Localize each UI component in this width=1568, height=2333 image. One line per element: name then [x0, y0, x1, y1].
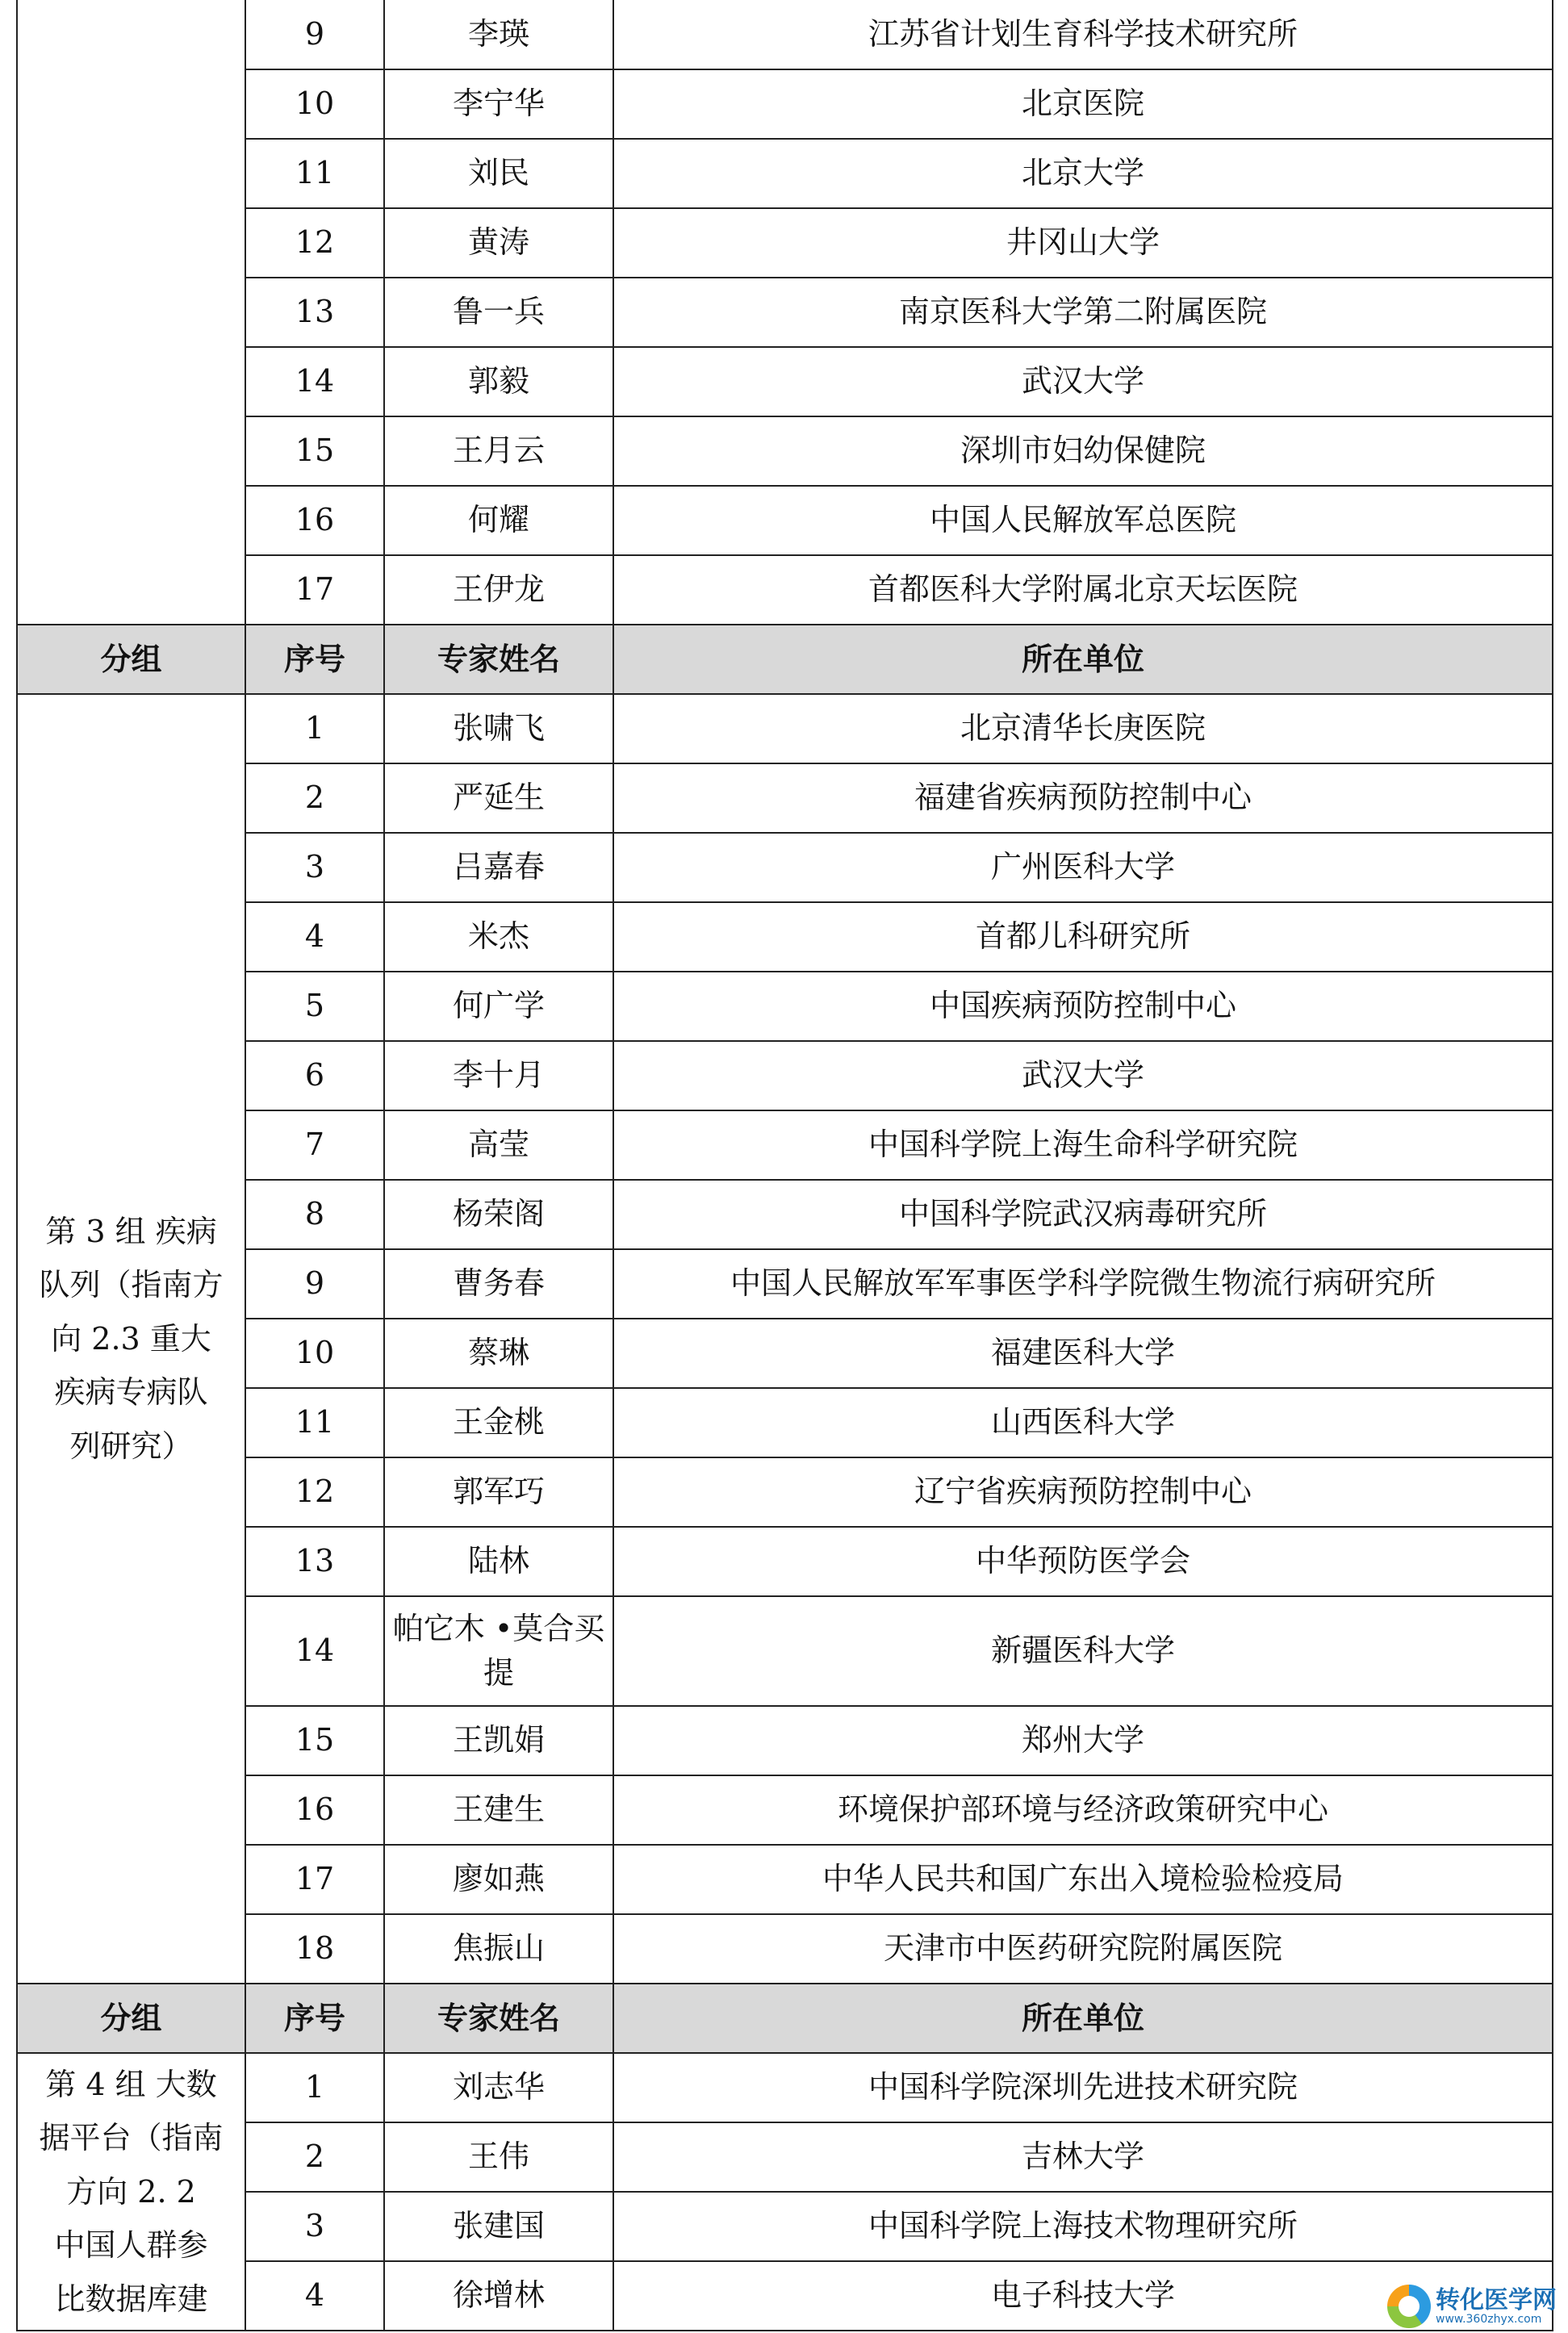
seq-cell: 8 [245, 1180, 384, 1249]
site-logo-icon [1387, 2285, 1431, 2328]
name-cell: 鲁一兵 [384, 278, 613, 347]
unit-cell: 首都医科大学附属北京天坛医院 [613, 555, 1553, 625]
seq-cell: 17 [245, 555, 384, 625]
unit-cell: 中华人民共和国广东出入境检验检疫局 [613, 1845, 1553, 1914]
unit-cell: 辽宁省疾病预防控制中心 [613, 1457, 1553, 1527]
unit-cell: 中国科学院上海生命科学研究院 [613, 1110, 1553, 1180]
name-cell: 王伟 [384, 2122, 613, 2192]
seq-cell: 1 [245, 2053, 384, 2122]
name-cell: 廖如燕 [384, 1845, 613, 1914]
name-cell: 王伊龙 [384, 555, 613, 625]
seq-cell: 9 [245, 0, 384, 69]
table-row [17, 1845, 1553, 1914]
header-name: 专家姓名 [384, 1984, 613, 2053]
table-row [17, 1041, 1553, 1110]
expert-table [16, 0, 1553, 2331]
seq-cell: 18 [245, 1914, 384, 1984]
seq-cell: 4 [245, 902, 384, 972]
table-row [17, 416, 1553, 486]
unit-cell: 福建省疾病预防控制中心 [613, 763, 1553, 833]
seq-cell: 15 [245, 416, 384, 486]
name-cell: 陆林 [384, 1527, 613, 1596]
table-row [17, 2261, 1553, 2331]
name-cell: 王凯娟 [384, 1706, 613, 1775]
table-row [17, 1527, 1553, 1596]
seq-cell: 14 [245, 347, 384, 416]
table-row [17, 69, 1553, 139]
table-row [17, 0, 1553, 69]
unit-cell: 中国疾病预防控制中心 [613, 972, 1553, 1041]
unit-cell: 江苏省计划生育科学技术研究所 [613, 0, 1553, 69]
table-row [17, 972, 1553, 1041]
unit-cell: 北京医院 [613, 69, 1553, 139]
table-row [17, 1388, 1553, 1457]
seq-cell: 1 [245, 694, 384, 763]
name-cell: 蔡琳 [384, 1319, 613, 1388]
table-row [17, 208, 1553, 278]
seq-cell: 9 [245, 1249, 384, 1319]
unit-cell: 吉林大学 [613, 2122, 1553, 2192]
table-row [17, 694, 1553, 763]
header-group: 分组 [17, 625, 245, 694]
watermark-name: 转化医学网 [1436, 2285, 1557, 2314]
name-cell: 王金桃 [384, 1388, 613, 1457]
unit-cell: 中华预防医学会 [613, 1527, 1553, 1596]
table-row [17, 1110, 1553, 1180]
name-cell: 郭军巧 [384, 1457, 613, 1527]
seq-cell: 16 [245, 486, 384, 555]
name-cell: 王建生 [384, 1775, 613, 1845]
seq-cell: 13 [245, 1527, 384, 1596]
seq-cell: 11 [245, 1388, 384, 1457]
unit-cell: 中国科学院上海技术物理研究所 [613, 2192, 1553, 2261]
name-cell: 王月云 [384, 416, 613, 486]
unit-cell: 天津市中医药研究院附属医院 [613, 1914, 1553, 1984]
unit-cell: 电子科技大学 [613, 2261, 1553, 2331]
unit-cell: 井冈山大学 [613, 208, 1553, 278]
name-cell: 徐增林 [384, 2261, 613, 2331]
name-cell: 刘志华 [384, 2053, 613, 2122]
table-row [17, 1319, 1553, 1388]
group-cell-continued [17, 0, 245, 625]
table-row [17, 1596, 1553, 1706]
group-label-group3: 第 3 组 疾病 队列（指南方 向 2.3 重大 疾病专病队 列研究） [17, 694, 245, 1984]
unit-cell: 新疆医科大学 [613, 1596, 1553, 1706]
table-row [17, 1775, 1553, 1845]
unit-cell: 环境保护部环境与经济政策研究中心 [613, 1775, 1553, 1845]
seq-cell: 2 [245, 763, 384, 833]
seq-cell: 13 [245, 278, 384, 347]
header-seq: 序号 [245, 1984, 384, 2053]
seq-cell: 12 [245, 208, 384, 278]
name-cell: 李十月 [384, 1041, 613, 1110]
name-cell: 李宁华 [384, 69, 613, 139]
name-cell: 米杰 [384, 902, 613, 972]
name-cell: 刘民 [384, 139, 613, 208]
table-row [17, 278, 1553, 347]
table-header-row [17, 625, 1553, 694]
seq-cell: 7 [245, 1110, 384, 1180]
seq-cell: 17 [245, 1845, 384, 1914]
table-row [17, 763, 1553, 833]
table-row [17, 2122, 1553, 2192]
table-row [17, 486, 1553, 555]
name-cell: 严延生 [384, 763, 613, 833]
header-name: 专家姓名 [384, 625, 613, 694]
unit-cell: 首都儿科研究所 [613, 902, 1553, 972]
table-row [17, 1180, 1553, 1249]
unit-cell: 北京清华长庚医院 [613, 694, 1553, 763]
seq-cell: 10 [245, 1319, 384, 1388]
table-row [17, 555, 1553, 625]
seq-cell: 11 [245, 139, 384, 208]
seq-cell: 3 [245, 2192, 384, 2261]
table-row [17, 139, 1553, 208]
name-cell: 黄涛 [384, 208, 613, 278]
name-cell: 郭毅 [384, 347, 613, 416]
seq-cell: 15 [245, 1706, 384, 1775]
table-row [17, 347, 1553, 416]
seq-cell: 4 [245, 2261, 384, 2331]
table-row [17, 1706, 1553, 1775]
unit-cell: 武汉大学 [613, 1041, 1553, 1110]
unit-cell: 郑州大学 [613, 1706, 1553, 1775]
seq-cell: 16 [245, 1775, 384, 1845]
unit-cell: 深圳市妇幼保健院 [613, 416, 1553, 486]
name-cell: 李瑛 [384, 0, 613, 69]
name-cell: 帕它木 •莫合买提 [384, 1596, 613, 1706]
watermark [1387, 2285, 1557, 2328]
unit-cell: 南京医科大学第二附属医院 [613, 278, 1553, 347]
header-unit: 所在单位 [613, 625, 1553, 694]
unit-cell: 中国科学院武汉病毒研究所 [613, 1180, 1553, 1249]
unit-cell: 中国人民解放军总医院 [613, 486, 1553, 555]
name-cell: 吕嘉春 [384, 833, 613, 902]
unit-cell: 武汉大学 [613, 347, 1553, 416]
seq-cell: 6 [245, 1041, 384, 1110]
table-row [17, 1249, 1553, 1319]
name-cell: 张建国 [384, 2192, 613, 2261]
unit-cell: 北京大学 [613, 139, 1553, 208]
table-row [17, 902, 1553, 972]
name-cell: 张啸飞 [384, 694, 613, 763]
unit-cell: 中国人民解放军军事医学科学院微生物流行病研究所 [613, 1249, 1553, 1319]
watermark-url: www.360zhyx.com [1436, 2312, 1542, 2326]
header-seq: 序号 [245, 625, 384, 694]
header-group: 分组 [17, 1984, 245, 2053]
table-row [17, 1457, 1553, 1527]
table-row [17, 2053, 1553, 2122]
group-label-group4: 第 4 组 大数 据平台（指南 方向 2. 2 中国人群参 比数据库建 [17, 2053, 245, 2331]
seq-cell: 3 [245, 833, 384, 902]
seq-cell: 5 [245, 972, 384, 1041]
name-cell: 何耀 [384, 486, 613, 555]
name-cell: 高莹 [384, 1110, 613, 1180]
unit-cell: 山西医科大学 [613, 1388, 1553, 1457]
unit-cell: 中国科学院深圳先进技术研究院 [613, 2053, 1553, 2122]
seq-cell: 2 [245, 2122, 384, 2192]
seq-cell: 12 [245, 1457, 384, 1527]
header-unit: 所在单位 [613, 1984, 1553, 2053]
seq-cell: 14 [245, 1596, 384, 1706]
table-header-row [17, 1984, 1553, 2053]
table-row [17, 833, 1553, 902]
unit-cell: 福建医科大学 [613, 1319, 1553, 1388]
seq-cell: 10 [245, 69, 384, 139]
unit-cell: 广州医科大学 [613, 833, 1553, 902]
name-cell: 曹务春 [384, 1249, 613, 1319]
name-cell: 杨荣阁 [384, 1180, 613, 1249]
table-row [17, 1914, 1553, 1984]
table-row [17, 2192, 1553, 2261]
name-cell: 焦振山 [384, 1914, 613, 1984]
name-cell: 何广学 [384, 972, 613, 1041]
